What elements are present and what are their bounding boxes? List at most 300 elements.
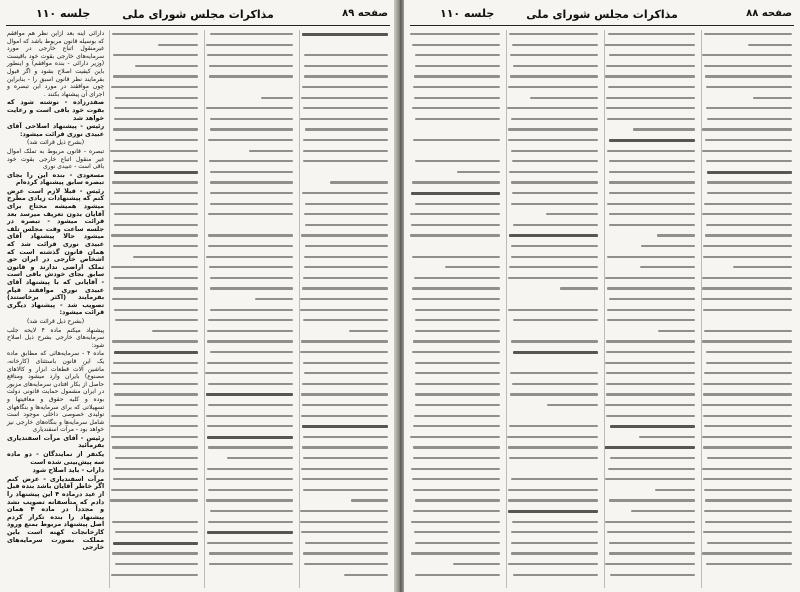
text-line <box>210 33 293 35</box>
text-line <box>706 107 792 109</box>
text-line <box>641 245 695 247</box>
text-line <box>415 65 501 67</box>
text-line <box>415 319 501 321</box>
text-line <box>208 139 293 141</box>
text-line <box>208 319 293 321</box>
text-line <box>351 499 388 501</box>
text-line <box>604 44 694 46</box>
text-line <box>207 340 293 342</box>
text-line <box>112 33 198 35</box>
text-line <box>412 107 501 109</box>
text-line <box>733 266 792 268</box>
text-line <box>114 277 198 279</box>
text-line <box>113 160 198 162</box>
text-line <box>114 107 198 109</box>
text-line <box>111 436 198 438</box>
text-line <box>206 478 293 480</box>
text-line <box>508 499 597 501</box>
text-line <box>655 489 695 491</box>
text-line <box>301 340 388 342</box>
text-line <box>606 97 695 99</box>
text-line <box>110 150 198 152</box>
text-line <box>415 309 500 311</box>
speaker-paragraph: صفدرزاده - نوشته شود که بقوت خود باقی است و رعایت خواهد شد <box>7 98 105 122</box>
text-line <box>702 213 792 215</box>
text-line <box>513 319 598 321</box>
text-line <box>705 499 792 501</box>
text-line <box>702 150 792 152</box>
text-line <box>114 309 198 311</box>
text-line <box>609 192 695 194</box>
text-line <box>508 309 598 311</box>
text-line <box>610 457 695 459</box>
text-line <box>302 425 388 428</box>
text-line <box>210 192 293 194</box>
text-line <box>300 298 388 300</box>
text-line <box>207 425 293 427</box>
text-line <box>300 510 388 512</box>
text-line <box>511 245 597 247</box>
text-line <box>209 563 293 565</box>
text-line <box>707 542 792 544</box>
text-line <box>414 531 500 533</box>
text-line <box>304 75 388 77</box>
text-line <box>305 128 388 130</box>
text-line <box>114 224 199 226</box>
speaker-paragraph: مرآت اسفندیاری - عرض کنم اگر خاطر آقایان باشد بنده قبل از عید درماده ۴ این پیشنهاد را دادم که متأسفانه تصویب نشد و مجدداً در ماده ۴ همان پیشنهاد را بنده تکرار کردم اصل پیشنهاد مربوط بمنع ورود کارخانجات کهنه است باین مملکت بصورت سرمایه‌های خارجی <box>7 474 105 552</box>
text-line <box>414 97 500 99</box>
text-line <box>510 75 597 77</box>
text-line <box>115 139 198 141</box>
text-line <box>302 446 388 448</box>
text-line <box>301 97 388 99</box>
text-line <box>115 97 198 99</box>
text-line <box>509 457 598 459</box>
text-line <box>255 298 293 300</box>
paragraph: تبصره - قانون مربوط به تملک اموال غیر منقول اتباع خارجی بقوت خود باقی است - عبیدی نوری <box>7 147 105 171</box>
text-line <box>206 415 293 417</box>
text-line <box>305 224 388 226</box>
page-header <box>6 6 390 26</box>
text-line <box>208 489 293 491</box>
speaker-paragraph: رئیس - پیشنهاد اصلاحی آقای عبیدی نوری قرائت میشود: <box>7 122 105 138</box>
text-line <box>304 256 388 258</box>
text-line <box>411 521 500 523</box>
text-line <box>206 256 293 258</box>
text-line <box>207 362 293 364</box>
text-line <box>509 234 597 237</box>
text-line <box>415 362 500 364</box>
text-line <box>703 478 792 480</box>
text-line <box>704 65 792 67</box>
text-line <box>608 33 695 35</box>
text-line <box>609 542 694 544</box>
text-line <box>415 203 500 205</box>
text-line <box>303 319 388 321</box>
text-line <box>511 340 597 342</box>
right-page <box>404 0 800 592</box>
text-line <box>607 309 695 311</box>
text-line <box>609 213 694 215</box>
text-line <box>748 44 792 46</box>
text-line <box>302 383 388 385</box>
text-line <box>606 383 695 385</box>
text-line <box>707 192 793 194</box>
text-line <box>609 224 695 226</box>
text-line <box>606 107 695 109</box>
text-line <box>301 415 388 417</box>
text-line <box>303 362 388 364</box>
text-line <box>609 499 695 501</box>
text-line <box>208 404 293 406</box>
paragraph: (بشرح ذیل قرائت شد) <box>27 139 85 147</box>
text-line <box>114 393 198 395</box>
text-line <box>413 446 500 448</box>
text-line <box>705 234 792 236</box>
text-line <box>209 552 293 554</box>
text-line <box>640 266 695 268</box>
text-line <box>512 383 598 385</box>
text-line <box>249 150 293 152</box>
text-line <box>510 54 597 56</box>
text-line <box>607 256 695 258</box>
text-line <box>112 521 198 523</box>
text-line <box>509 33 598 35</box>
text-line <box>302 478 388 480</box>
text-line <box>305 542 388 544</box>
text-line <box>304 266 388 268</box>
text-line <box>415 404 500 406</box>
text-line <box>606 393 695 395</box>
text-line <box>302 287 388 289</box>
text-line <box>511 150 598 152</box>
text-line <box>210 118 294 120</box>
text-line <box>210 309 293 311</box>
text-line <box>606 415 695 417</box>
text-line <box>706 362 792 364</box>
text-line <box>704 425 792 427</box>
text-line <box>607 203 695 205</box>
text-line <box>445 266 501 268</box>
text-line <box>208 245 293 247</box>
speaker-paragraph: داراب - باید اصلاح شود <box>32 466 105 475</box>
text-line <box>301 468 388 470</box>
text-line <box>302 33 388 36</box>
speaker-paragraph: رئیس - قبلا لازم است عرض کنم که پیشنهادات زیادی مطرح میشود همیشه محتاج برای آقایان بدون تعریف میرسد بعد قرائت میشود - تبصره در جلسه ساعت وقت مجلس تلف میشود حالا پیشنهاد آقای عبیدی نوری قرائت شد که همان قانون گذشته است که اشخاص خارجی در ایران حق تملک اراضی ندارند و قانون سابق بجای خودش باقی است - آقایانی که با پیشنهاد آقای عبیدی نوری موافقند قیام بفرمایند (اکثر برخاستند) تصویب شد - پیشنهاد دیگری قرائت میشود: <box>7 186 105 317</box>
text-line <box>344 574 388 576</box>
text-line <box>209 75 293 77</box>
text-line <box>511 478 598 480</box>
publication-title: مذاکرات مجلس شورای ملی <box>122 8 274 21</box>
text-line <box>207 436 293 439</box>
paragraph: دارائی اینه بعد ازاین نظر هم موافقم که بوسیله قانون مربوط باشد که اموال غیرمنقول اتباع خارجی در مورد سرمایه‌های خارجی بقوت خود باقیست (وزیر دارائی - بنده موافقم) و اینطور باین کیفیت اصلاح بشود و اگر قبول بفرمایند نظر قانون اسبق را - بنابراین چون موافقند در مورد این تبصره و اجرای آن پیشنهاد بکنند . <box>7 30 105 98</box>
text-line <box>414 277 501 279</box>
text-line <box>457 171 501 173</box>
text-line <box>113 468 198 470</box>
text-line <box>411 552 500 554</box>
text-line <box>413 425 500 427</box>
text-line <box>413 457 500 459</box>
text-line <box>304 54 388 56</box>
text-line <box>512 44 597 46</box>
page-number: صفحه ۸۸ <box>746 8 792 19</box>
text-line <box>706 351 792 353</box>
text-columns <box>6 30 390 588</box>
text-line <box>210 351 293 353</box>
speaker-paragraph: مسعودی - بنده این را بجای تبصره سابق پیشنهاد کرده‌ام <box>7 170 105 187</box>
text-line <box>605 478 695 480</box>
text-line <box>208 213 293 215</box>
text-line <box>210 128 293 130</box>
text-line <box>300 521 388 523</box>
text-line <box>610 425 695 428</box>
text-line <box>509 425 598 427</box>
text-line <box>605 521 694 523</box>
header-rule <box>410 25 794 26</box>
text-line <box>412 287 500 289</box>
text-line <box>112 181 198 183</box>
text-line <box>415 330 500 332</box>
text-column <box>701 30 794 588</box>
text-line <box>415 160 500 162</box>
text-line <box>207 54 293 56</box>
text-line <box>110 499 198 501</box>
text-line <box>111 234 198 236</box>
text-line <box>706 160 792 162</box>
text-line <box>208 234 293 236</box>
text-line <box>410 234 500 236</box>
text-line <box>703 415 792 417</box>
text-line <box>414 75 501 77</box>
text-line <box>206 44 293 46</box>
text-line <box>606 351 695 353</box>
text-line <box>702 277 792 279</box>
text-line <box>704 330 792 332</box>
paragraph: (بشرح ذیل قرائت شد) <box>27 317 85 325</box>
text-line <box>210 171 293 173</box>
text-line <box>413 139 500 141</box>
text-line <box>706 86 792 88</box>
text-line <box>207 330 293 332</box>
text-line <box>704 510 792 512</box>
text-line <box>303 457 388 459</box>
page-header <box>410 6 794 26</box>
text-line <box>607 150 694 152</box>
text-line <box>112 446 198 448</box>
text-line <box>609 160 695 162</box>
text-line <box>605 563 694 565</box>
text-line <box>707 171 792 174</box>
text-line <box>415 383 501 385</box>
text-line <box>508 510 598 513</box>
text-line <box>303 436 388 438</box>
text-line <box>513 224 598 226</box>
text-line <box>704 372 792 374</box>
text-column <box>204 30 295 588</box>
text-line <box>209 266 293 268</box>
text-line <box>111 574 199 576</box>
text-line <box>410 213 500 215</box>
text-column <box>604 30 697 588</box>
text-line <box>411 192 501 195</box>
text-line <box>703 245 792 247</box>
text-line <box>609 54 695 56</box>
text-line <box>135 65 198 67</box>
text-line <box>509 171 597 173</box>
text-line <box>703 256 792 258</box>
text-line <box>702 552 792 554</box>
text-line <box>113 287 198 289</box>
text-line <box>412 351 500 353</box>
text-line <box>301 234 388 236</box>
text-line <box>705 139 792 141</box>
text-line <box>702 298 792 300</box>
text-line <box>301 531 388 533</box>
text-line <box>605 277 695 279</box>
text-line <box>605 404 695 406</box>
text-line <box>702 128 792 130</box>
text-line <box>605 75 694 77</box>
text-line <box>413 510 500 512</box>
text-line <box>513 65 598 67</box>
text-line <box>113 478 198 480</box>
text-line <box>414 415 501 417</box>
text-line <box>210 203 293 205</box>
text-line <box>511 542 598 544</box>
text-line <box>511 118 598 120</box>
text-line <box>509 266 597 268</box>
text-line <box>703 531 792 533</box>
text-line <box>303 160 388 162</box>
text-line <box>305 245 388 247</box>
speaker-paragraph: یکنفر از نمایندگان - دو ماده سه پیش‌بینی شده است <box>7 450 105 466</box>
text-line <box>507 107 597 109</box>
text-line <box>115 404 198 406</box>
text-line <box>639 436 695 438</box>
text-line <box>604 446 694 449</box>
text-line <box>704 33 792 35</box>
text-line <box>415 54 500 56</box>
text-line <box>205 372 293 374</box>
text-line <box>115 319 198 321</box>
text-line <box>303 139 388 141</box>
text-line <box>227 457 293 459</box>
text-line <box>702 54 792 56</box>
text-line <box>207 531 293 534</box>
text-line <box>113 75 198 77</box>
text-line <box>511 256 597 258</box>
text-line <box>302 86 388 88</box>
text-line <box>610 574 695 576</box>
text-column <box>6 30 105 588</box>
text-line <box>115 457 198 459</box>
text-line <box>304 563 388 565</box>
text-line <box>208 521 293 523</box>
text-line <box>110 425 198 427</box>
text-line <box>706 224 792 226</box>
text-line <box>609 139 695 142</box>
text-line <box>510 393 597 395</box>
session-number: جلسه ۱۱۰ <box>36 7 91 20</box>
text-line <box>111 372 198 374</box>
text-line <box>412 256 500 258</box>
text-line <box>609 171 695 173</box>
text-line <box>703 309 792 311</box>
left-page <box>0 0 396 592</box>
text-line <box>508 563 598 565</box>
text-line <box>703 446 792 448</box>
text-line <box>152 330 198 332</box>
text-line <box>415 542 500 544</box>
text-line <box>209 65 293 67</box>
text-line <box>702 340 792 342</box>
text-line <box>111 266 199 268</box>
text-line <box>606 65 695 67</box>
text-line <box>702 287 792 289</box>
text-line <box>114 213 198 215</box>
text-line <box>115 563 198 565</box>
text-line <box>530 97 598 99</box>
text-line <box>114 192 198 194</box>
text-line <box>302 404 388 406</box>
page-number: صفحه ۸۹ <box>342 8 388 19</box>
text-line <box>511 531 598 533</box>
text-line <box>111 415 198 417</box>
text-line <box>112 552 198 554</box>
text-line <box>210 510 293 512</box>
text-line <box>210 181 293 183</box>
text-line <box>511 203 598 205</box>
text-line <box>113 54 198 56</box>
text-line <box>206 393 294 396</box>
text-line <box>609 298 695 300</box>
text-line <box>605 362 695 364</box>
text-line <box>702 404 792 406</box>
text-line <box>209 160 293 162</box>
text-line <box>702 468 792 470</box>
text-line <box>753 97 792 99</box>
text-line <box>302 192 388 194</box>
text-line <box>453 563 500 565</box>
text-line <box>207 468 293 470</box>
text-line <box>508 128 598 130</box>
text-line <box>412 478 500 480</box>
text-line <box>546 213 597 215</box>
text-line <box>512 521 598 523</box>
text-line <box>410 436 500 438</box>
text-line <box>560 287 597 289</box>
text-line <box>631 510 694 512</box>
paragraph: پیشنهاد میکنم ماده ۴ لایحه جلب سرمایه‌های خارجی بشرح ذیل اصلاح شود: <box>7 326 105 349</box>
text-line <box>413 340 501 342</box>
text-line <box>411 224 500 226</box>
session-number: جلسه ۱۱۰ <box>440 7 495 20</box>
publication-title: مذاکرات مجلس شورای ملی <box>526 8 678 21</box>
text-line <box>607 319 695 321</box>
text-line <box>210 287 293 289</box>
text-line <box>707 181 792 183</box>
text-line <box>705 75 792 77</box>
text-line <box>208 446 293 448</box>
text-line <box>607 118 695 120</box>
text-line <box>304 372 388 374</box>
text-line <box>412 44 500 46</box>
text-line <box>609 181 695 183</box>
text-line <box>301 393 388 395</box>
text-line <box>412 181 501 183</box>
text-line <box>411 468 500 470</box>
text-line <box>508 86 597 88</box>
